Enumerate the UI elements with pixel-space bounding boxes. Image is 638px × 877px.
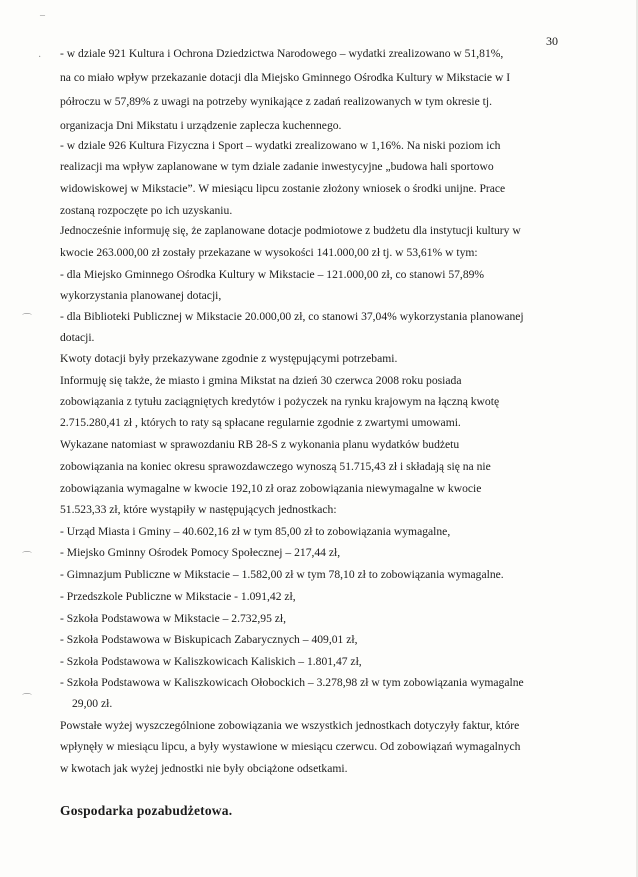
- text-line: - Szkoła Podstawowa w Kaliszkowicach Kaliskich – 1.801,47 zł,: [60, 655, 362, 668]
- text-line: - Przedszkole Publiczne w Mikstacie - 1.091,42 zł,: [60, 590, 296, 603]
- text-line: - w dziale 926 Kultura Fizyczna i Sport – wydatki zrealizowano w 1,16%. Na niski poziom ich: [60, 139, 501, 152]
- text-line: kwocie 263.000,00 zł zostały przekazane w wysokości 141.000,00 zł tj. w 53,61% w tym:: [60, 246, 478, 259]
- text-line: wpłynęły w miesiącu lipcu, a były wystawione w miesiącu czerwcu. Od zobowiązań wymagalnych: [60, 740, 521, 753]
- text-line: Jednocześnie informuję się, że zaplanowane dotacje podmiotowe z budżetu dla instytucji kultury w: [60, 224, 521, 237]
- text-line: Powstałe wyżej wyszczególnione zobowiązania we wszystkich jednostkach dotyczyły faktur, które: [60, 719, 520, 732]
- text-line: 2.715.280,41 zł , których to raty są spłacane regularnie zgodnie z zwartymi umowami.: [60, 416, 461, 429]
- text-line: zobowiązania na koniec okresu sprawozdawczego wynoszą 51.715,43 zł i składają się na nie: [60, 460, 491, 473]
- text-line: organizacja Dni Mikstatu i urządzenie zaplecza kuchennego.: [60, 119, 342, 132]
- text-line: Kwoty dotacji były przekazywane zgodnie z występującymi potrzebami.: [60, 352, 398, 365]
- scan-mark-dot: ·: [38, 52, 42, 63]
- text-line: - Urząd Miasta i Gminy – 40.602,16 zł w tym 85,00 zł to zobowiązania wymagalne,: [60, 525, 451, 538]
- text-line: widowiskowej w Mikstacie”. W miesiącu lipcu zostanie złożony wniosek o środki unijne. Prace: [60, 182, 506, 195]
- text-line: zobowiązania z tytułu zaciągniętych kredytów i pożyczek na rynku krajowym na łączną kwotę: [60, 395, 500, 408]
- text-line: na co miało wpływ przekazanie dotacji dla Miejsko Gminnego Ośrodka Kultury w Mikstacie w I: [60, 71, 511, 84]
- page-number: 30: [546, 34, 558, 48]
- scan-mark-left-3: ⌒: [22, 694, 32, 705]
- text-line: - Miejsko Gminny Ośrodek Pomocy Społecznej – 217,44 zł,: [60, 546, 341, 559]
- text-line: realizacji ma wpływ zaplanowane w tym dziale zadanie inwestycyjne „budowa hali sportowo: [60, 160, 494, 173]
- text-line: - dla Biblioteki Publicznej w Mikstacie 20.000,00 zł, co stanowi 37,04% wykorzystania planowanej: [60, 310, 524, 323]
- scan-mark-left-1: ⌒: [22, 314, 32, 325]
- text-line: - w dziale 921 Kultura i Ochrona Dziedzictwa Narodowego – wydatki zrealizowano w 51,81%,: [60, 47, 504, 60]
- text-line: półroczu w 57,89% z uwagi na potrzeby wynikające z zadań realizowanych w tym okresie tj.: [60, 95, 493, 108]
- text-line: - dla Miejsko Gminnego Ośrodka Kultury w Mikstacie – 121.000,00 zł, co stanowi 57,89%: [60, 268, 485, 281]
- scan-mark-top: –: [40, 10, 45, 21]
- text-line: w kwotach jak wyżej jednostki nie były obciążone odsetkami.: [60, 762, 348, 775]
- text-line: 29,00 zł.: [72, 697, 113, 710]
- text-line: zobowiązania wymagalne w kwocie 192,10 zł oraz zobowiązania niewymagalne w kwocie: [60, 482, 482, 495]
- section-heading: Gospodarka pozabudżetowa.: [60, 803, 233, 818]
- text-line: - Szkoła Podstawowa w Kaliszkowicach Ołobockich – 3.278,98 zł w tym zobowiązania wymagalne: [60, 676, 524, 689]
- text-line: wykorzystania planowanej dotacji,: [60, 289, 222, 302]
- text-line: zostaną rozpoczęte po ich uzyskaniu.: [60, 204, 233, 217]
- scan-mark-left-2: ⌒: [22, 552, 32, 563]
- text-line: - Szkoła Podstawowa w Biskupicach Zabarycznych – 409,01 zł,: [60, 633, 358, 646]
- text-line: Informuję się także, że miasto i gmina Mikstat na dzień 30 czerwca 2008 roku posiada: [60, 374, 462, 387]
- text-line: dotacji.: [60, 331, 95, 344]
- text-line: - Szkoła Podstawowa w Mikstacie – 2.732,95 zł,: [60, 612, 287, 625]
- text-line: 51.523,33 zł, które wystąpiły w następujących jednostkach:: [60, 503, 337, 516]
- text-line: - Gimnazjum Publiczne w Mikstacie – 1.582,00 zł w tym 78,10 zł to zobowiązania wymagalne.: [60, 568, 504, 581]
- text-line: Wykazane natomiast w sprawozdaniu RB 28-S z wykonania planu wydatków budżetu: [60, 438, 460, 451]
